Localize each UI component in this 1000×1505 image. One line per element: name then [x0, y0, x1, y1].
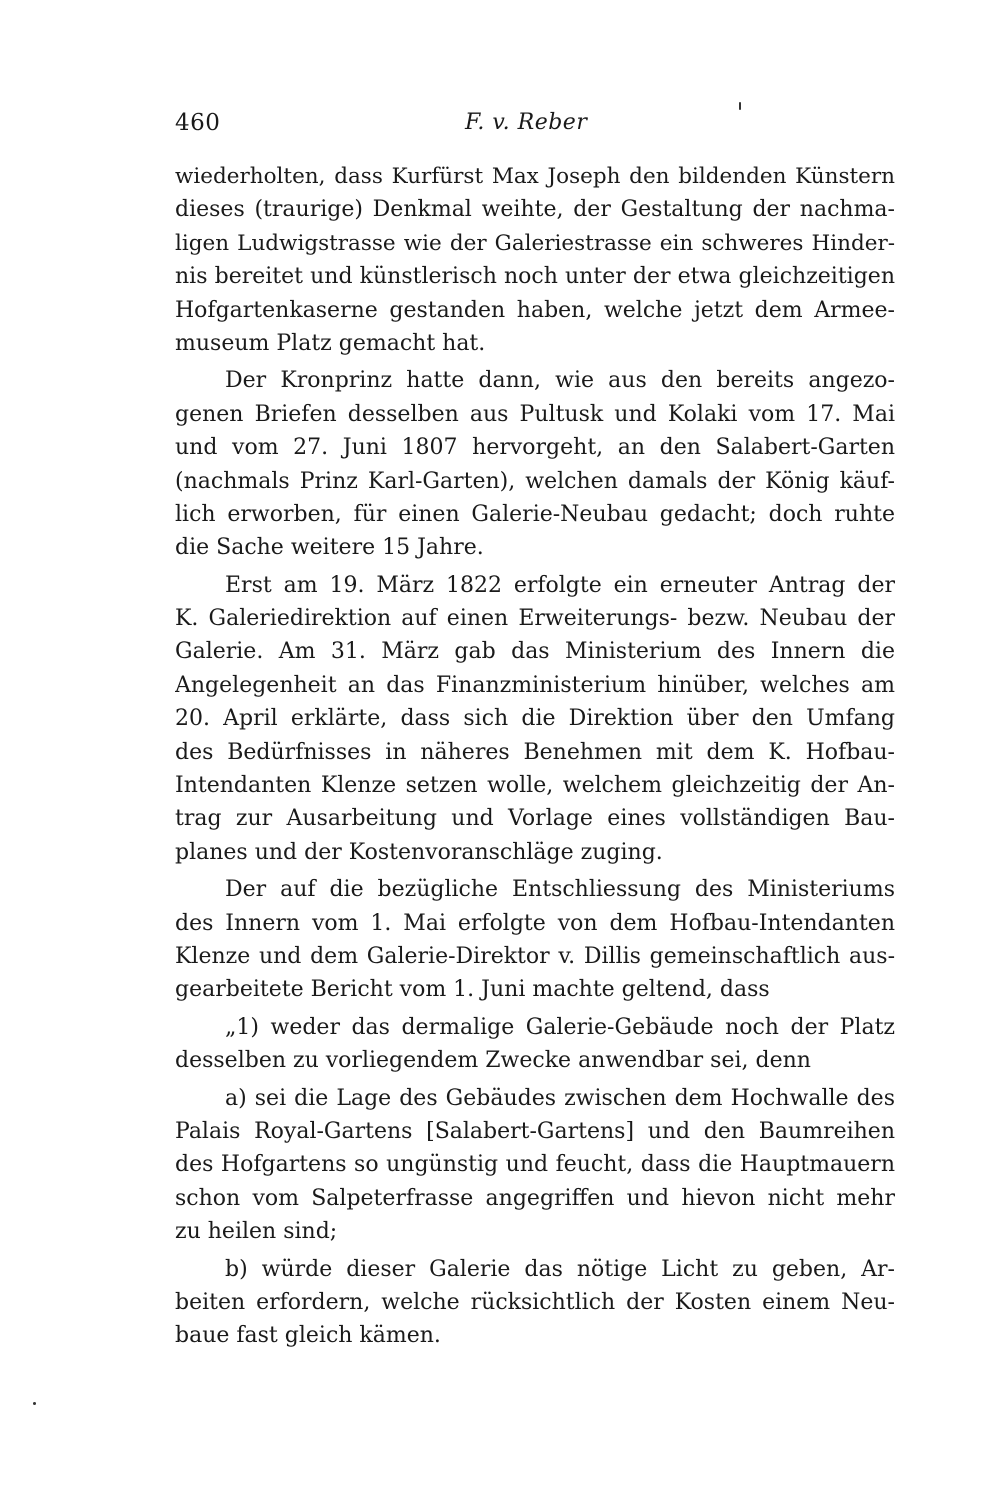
text-line: des Innern vom 1. Mai erfolgte von dem Hofbau-Intendanten [175, 910, 895, 936]
scan-speck [33, 1402, 36, 1405]
text-line: schon vom Salpeterfrasse angegriffen und hievon nicht mehr [175, 1185, 895, 1211]
paragraph [175, 873, 895, 1007]
text-line: b) würde dieser Galerie das nötige Licht zu geben, Ar- [225, 1256, 895, 1282]
text-line: desselben zu vorliegendem Zwecke anwendbar sei, denn [175, 1048, 811, 1074]
text-line: K. Galeriedirektion auf einen Erweiterungs- bezw. Neubau der [175, 606, 895, 632]
text-line: Palais Royal-Gartens [Salabert-Gartens] und den Baumreihen [175, 1118, 895, 1144]
body-text [175, 160, 895, 1353]
paragraph [175, 1011, 895, 1078]
text-line: des Hofgartens so ungünstig und feucht, dass die Hauptmauern [175, 1152, 895, 1178]
text-line: (nachmals Prinz Karl-Garten), welchen damals der König käuf- [175, 468, 895, 494]
text-line: Angelegenheit an das Finanzministerium hinüber, welches am [175, 672, 895, 698]
text-line: Galerie. Am 31. März gab das Ministerium des Innern die [175, 639, 895, 665]
paragraph [175, 160, 895, 360]
paragraph [175, 364, 895, 564]
scan-speck [739, 102, 741, 110]
text-line: gearbeitete Bericht vom 1. Juni machte geltend, dass [175, 977, 770, 1003]
text-line: planes und der Kostenvoranschläge zuging. [175, 839, 663, 865]
text-line: baue fast gleich kämen. [175, 1323, 441, 1349]
text-line: zu heilen sind; [175, 1219, 338, 1245]
text-line: wiederholten, dass Kurfürst Max Joseph den bildenden Künstern [175, 164, 895, 189]
text-line: a) sei die Lage des Gebäudes zwischen dem Hochwalle des [225, 1085, 895, 1111]
text-line: trag zur Ausarbeitung und Vorlage eines vollständigen Bau- [175, 806, 895, 832]
text-line: und vom 27. Juni 1807 hervorgeht, an den Salabert-Garten [175, 435, 895, 461]
page-number: 460 [175, 110, 221, 136]
text-line: „1) weder das dermalige Galerie-Gebäude noch der Platz [225, 1014, 895, 1040]
text-line: Intendanten Klenze setzen wolle, welchem gleichzeitig der An- [175, 773, 895, 799]
text-line: Hofgartenkaserne gestanden haben, welche jetzt dem Armee- [175, 297, 895, 323]
running-head: F. v. Reber [465, 110, 588, 135]
text-line: Klenze und dem Galerie-Direktor v. Dillis gemeinschaftlich aus- [175, 943, 895, 969]
text-line: Der auf die bezügliche Entschliessung des Ministeriums [225, 877, 895, 903]
text-line: nis bereitet und künstlerisch noch unter der etwa gleichzeitigen [175, 264, 895, 290]
text-line: genen Briefen desselben aus Pultusk und Kolaki vom 17. Mai [175, 401, 895, 427]
paragraph [175, 1253, 895, 1353]
paragraph [175, 1082, 895, 1249]
text-line: beiten erfordern, welche rücksichtlich der Kosten einem Neu- [175, 1289, 895, 1315]
text-line: Erst am 19. März 1822 erfolgte ein erneuter Antrag der [225, 572, 895, 598]
text-line: des Bedürfnisses in näheres Benehmen mit dem K. Hofbau- [175, 739, 895, 765]
paragraph [175, 569, 895, 870]
text-line: museum Platz gemacht hat. [175, 330, 486, 356]
text-line: Der Kronprinz hatte dann, wie aus den bereits angezo- [225, 368, 895, 394]
text-line: 20. April erklärte, dass sich die Direktion über den Umfang [175, 706, 895, 732]
text-line: dieses (traurige) Denkmal weihte, der Gestaltung der nachma- [175, 197, 895, 223]
text-line: lich erworben, für einen Galerie-Neubau gedacht; doch ruhte [175, 501, 895, 527]
text-line: ligen Ludwigstrasse wie der Galeriestrasse ein schweres Hinder- [175, 230, 895, 256]
page-header [175, 110, 895, 150]
text-line: die Sache weitere 15 Jahre. [175, 535, 484, 561]
